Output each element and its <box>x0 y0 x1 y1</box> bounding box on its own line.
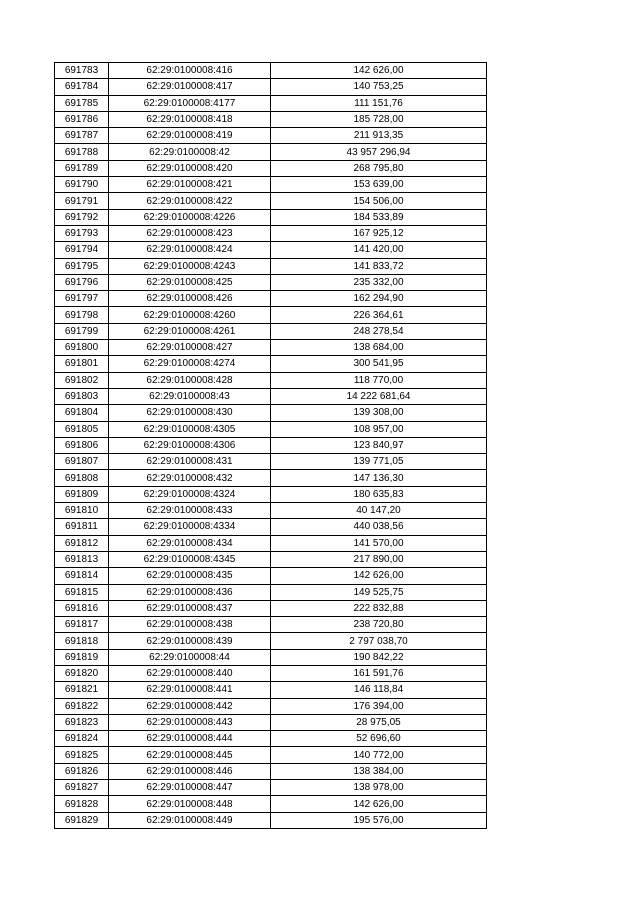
cadastral-value-cell: 111 151,76 <box>271 95 487 111</box>
table-row <box>55 503 487 519</box>
row-id-cell: 691829 <box>55 812 109 828</box>
cadastral-value-cell: 52 696,60 <box>271 731 487 747</box>
cadastral-number-cell: 62:29:0100008:449 <box>109 812 271 828</box>
cadastral-value-cell: 14 222 681,64 <box>271 388 487 404</box>
row-id-cell: 691802 <box>55 372 109 388</box>
row-id-cell: 691819 <box>55 649 109 665</box>
row-id-cell: 691790 <box>55 177 109 193</box>
cadastral-value-cell: 248 278,54 <box>271 323 487 339</box>
row-id-cell: 691798 <box>55 307 109 323</box>
cadastral-number-cell: 62:29:0100008:443 <box>109 714 271 730</box>
row-id-cell: 691804 <box>55 405 109 421</box>
cadastral-value-cell: 180 635,83 <box>271 486 487 502</box>
row-id-cell: 691812 <box>55 535 109 551</box>
row-id-cell: 691821 <box>55 682 109 698</box>
row-id-cell: 691786 <box>55 111 109 127</box>
table-row <box>55 780 487 796</box>
cadastral-value-cell: 190 842,22 <box>271 649 487 665</box>
cadastral-value-cell: 184 533,89 <box>271 209 487 225</box>
cadastral-value-cell: 268 795,80 <box>271 160 487 176</box>
row-id-cell: 691795 <box>55 258 109 274</box>
row-id-cell: 691806 <box>55 437 109 453</box>
table-row <box>55 731 487 747</box>
row-id-cell: 691820 <box>55 665 109 681</box>
cadastral-value-cell: 141 570,00 <box>271 535 487 551</box>
row-id-cell: 691816 <box>55 600 109 616</box>
cadastral-number-cell: 62:29:0100008:428 <box>109 372 271 388</box>
table-row <box>55 649 487 665</box>
cadastral-number-cell: 62:29:0100008:4261 <box>109 323 271 339</box>
table-row <box>55 95 487 111</box>
table-row <box>55 600 487 616</box>
cadastral-value-cell: 28 975,05 <box>271 714 487 730</box>
cadastral-value-cell: 154 506,00 <box>271 193 487 209</box>
table-row <box>55 568 487 584</box>
table-row <box>55 79 487 95</box>
table-row <box>55 519 487 535</box>
row-id-cell: 691796 <box>55 274 109 290</box>
table-row <box>55 796 487 812</box>
table-row <box>55 633 487 649</box>
row-id-cell: 691792 <box>55 209 109 225</box>
cadastral-value-cell: 176 394,00 <box>271 698 487 714</box>
cadastral-value-table <box>54 62 487 829</box>
cadastral-number-cell: 62:29:0100008:442 <box>109 698 271 714</box>
table-row <box>55 193 487 209</box>
cadastral-number-cell: 62:29:0100008:417 <box>109 79 271 95</box>
table-row <box>55 160 487 176</box>
table-row <box>55 682 487 698</box>
row-id-cell: 691826 <box>55 763 109 779</box>
cadastral-value-cell: 222 832,88 <box>271 600 487 616</box>
table-row <box>55 225 487 241</box>
row-id-cell: 691793 <box>55 225 109 241</box>
cadastral-value-cell: 138 684,00 <box>271 340 487 356</box>
row-id-cell: 691794 <box>55 242 109 258</box>
cadastral-number-cell: 62:29:0100008:416 <box>109 63 271 79</box>
cadastral-value-cell: 118 770,00 <box>271 372 487 388</box>
cadastral-value-cell: 138 978,00 <box>271 780 487 796</box>
row-id-cell: 691785 <box>55 95 109 111</box>
cadastral-value-cell: 141 833,72 <box>271 258 487 274</box>
table-row <box>55 617 487 633</box>
cadastral-value-cell: 140 772,00 <box>271 747 487 763</box>
cadastral-number-cell: 62:29:0100008:432 <box>109 470 271 486</box>
row-id-cell: 691815 <box>55 584 109 600</box>
cadastral-value-cell: 195 576,00 <box>271 812 487 828</box>
cadastral-value-cell: 217 890,00 <box>271 551 487 567</box>
cadastral-number-cell: 62:29:0100008:42 <box>109 144 271 160</box>
row-id-cell: 691814 <box>55 568 109 584</box>
row-id-cell: 691817 <box>55 617 109 633</box>
table-row <box>55 323 487 339</box>
cadastral-number-cell: 62:29:0100008:4306 <box>109 437 271 453</box>
table-row <box>55 584 487 600</box>
cadastral-number-cell: 62:29:0100008:441 <box>109 682 271 698</box>
cadastral-value-cell: 238 720,80 <box>271 617 487 633</box>
cadastral-number-cell: 62:29:0100008:424 <box>109 242 271 258</box>
table-row <box>55 747 487 763</box>
cadastral-value-cell: 153 639,00 <box>271 177 487 193</box>
row-id-cell: 691809 <box>55 486 109 502</box>
cadastral-number-cell: 62:29:0100008:4305 <box>109 421 271 437</box>
cadastral-value-cell: 440 038,56 <box>271 519 487 535</box>
row-id-cell: 691818 <box>55 633 109 649</box>
row-id-cell: 691813 <box>55 551 109 567</box>
cadastral-value-cell: 108 957,00 <box>271 421 487 437</box>
table-row <box>55 307 487 323</box>
table-row <box>55 177 487 193</box>
table-row <box>55 454 487 470</box>
table-row <box>55 665 487 681</box>
cadastral-value-cell: 142 626,00 <box>271 568 487 584</box>
cadastral-number-cell: 62:29:0100008:426 <box>109 291 271 307</box>
table-row <box>55 421 487 437</box>
cadastral-number-cell: 62:29:0100008:445 <box>109 747 271 763</box>
table-row <box>55 470 487 486</box>
table-row <box>55 405 487 421</box>
cadastral-number-cell: 62:29:0100008:4243 <box>109 258 271 274</box>
cadastral-value-cell: 147 136,30 <box>271 470 487 486</box>
row-id-cell: 691800 <box>55 340 109 356</box>
cadastral-number-cell: 62:29:0100008:44 <box>109 649 271 665</box>
table-row <box>55 486 487 502</box>
cadastral-value-cell: 211 913,35 <box>271 128 487 144</box>
row-id-cell: 691827 <box>55 780 109 796</box>
row-id-cell: 691822 <box>55 698 109 714</box>
cadastral-value-cell: 300 541,95 <box>271 356 487 372</box>
cadastral-value-cell: 161 591,76 <box>271 665 487 681</box>
cadastral-number-cell: 62:29:0100008:433 <box>109 503 271 519</box>
cadastral-number-cell: 62:29:0100008:444 <box>109 731 271 747</box>
cadastral-number-cell: 62:29:0100008:446 <box>109 763 271 779</box>
cadastral-value-cell: 141 420,00 <box>271 242 487 258</box>
table-row <box>55 144 487 160</box>
cadastral-value-cell: 138 384,00 <box>271 763 487 779</box>
row-id-cell: 691810 <box>55 503 109 519</box>
cadastral-number-cell: 62:29:0100008:419 <box>109 128 271 144</box>
cadastral-number-cell: 62:29:0100008:437 <box>109 600 271 616</box>
table-row <box>55 356 487 372</box>
row-id-cell: 691803 <box>55 388 109 404</box>
cadastral-number-cell: 62:29:0100008:4345 <box>109 551 271 567</box>
cadastral-number-cell: 62:29:0100008:420 <box>109 160 271 176</box>
row-id-cell: 691823 <box>55 714 109 730</box>
cadastral-value-cell: 185 728,00 <box>271 111 487 127</box>
table-row <box>55 437 487 453</box>
table-row <box>55 698 487 714</box>
table-row <box>55 209 487 225</box>
cadastral-number-cell: 62:29:0100008:425 <box>109 274 271 290</box>
cadastral-value-cell: 142 626,00 <box>271 63 487 79</box>
cadastral-number-cell: 62:29:0100008:4177 <box>109 95 271 111</box>
cadastral-number-cell: 62:29:0100008:421 <box>109 177 271 193</box>
row-id-cell: 691784 <box>55 79 109 95</box>
cadastral-number-cell: 62:29:0100008:418 <box>109 111 271 127</box>
table-row <box>55 535 487 551</box>
row-id-cell: 691788 <box>55 144 109 160</box>
cadastral-number-cell: 62:29:0100008:448 <box>109 796 271 812</box>
table-row <box>55 291 487 307</box>
cadastral-number-cell: 62:29:0100008:447 <box>109 780 271 796</box>
table-row <box>55 111 487 127</box>
cadastral-number-cell: 62:29:0100008:4334 <box>109 519 271 535</box>
cadastral-value-cell: 146 118,84 <box>271 682 487 698</box>
table-row <box>55 63 487 79</box>
cadastral-value-cell: 43 957 296,94 <box>271 144 487 160</box>
table-row <box>55 258 487 274</box>
cadastral-value-cell: 235 332,00 <box>271 274 487 290</box>
row-id-cell: 691811 <box>55 519 109 535</box>
row-id-cell: 691808 <box>55 470 109 486</box>
cadastral-number-cell: 62:29:0100008:43 <box>109 388 271 404</box>
row-id-cell: 691783 <box>55 63 109 79</box>
cadastral-value-cell: 142 626,00 <box>271 796 487 812</box>
cadastral-number-cell: 62:29:0100008:4226 <box>109 209 271 225</box>
row-id-cell: 691789 <box>55 160 109 176</box>
cadastral-value-cell: 167 925,12 <box>271 225 487 241</box>
cadastral-value-cell: 162 294,90 <box>271 291 487 307</box>
table-row <box>55 372 487 388</box>
cadastral-value-cell: 226 364,61 <box>271 307 487 323</box>
cadastral-number-cell: 62:29:0100008:430 <box>109 405 271 421</box>
cadastral-number-cell: 62:29:0100008:438 <box>109 617 271 633</box>
cadastral-value-cell: 2 797 038,70 <box>271 633 487 649</box>
table-row <box>55 714 487 730</box>
cadastral-value-cell: 139 771,05 <box>271 454 487 470</box>
table-row <box>55 242 487 258</box>
table-row <box>55 128 487 144</box>
cadastral-number-cell: 62:29:0100008:434 <box>109 535 271 551</box>
table-row <box>55 274 487 290</box>
cadastral-number-cell: 62:29:0100008:439 <box>109 633 271 649</box>
row-id-cell: 691805 <box>55 421 109 437</box>
table-row <box>55 340 487 356</box>
row-id-cell: 691807 <box>55 454 109 470</box>
row-id-cell: 691791 <box>55 193 109 209</box>
cadastral-number-cell: 62:29:0100008:423 <box>109 225 271 241</box>
row-id-cell: 691825 <box>55 747 109 763</box>
cadastral-number-cell: 62:29:0100008:422 <box>109 193 271 209</box>
cadastral-value-cell: 149 525,75 <box>271 584 487 600</box>
table-row <box>55 812 487 828</box>
cadastral-number-cell: 62:29:0100008:431 <box>109 454 271 470</box>
cadastral-value-cell: 140 753,25 <box>271 79 487 95</box>
row-id-cell: 691797 <box>55 291 109 307</box>
cadastral-number-cell: 62:29:0100008:435 <box>109 568 271 584</box>
cadastral-number-cell: 62:29:0100008:427 <box>109 340 271 356</box>
row-id-cell: 691801 <box>55 356 109 372</box>
cadastral-number-cell: 62:29:0100008:4260 <box>109 307 271 323</box>
table-body <box>55 63 487 829</box>
row-id-cell: 691787 <box>55 128 109 144</box>
cadastral-value-cell: 139 308,00 <box>271 405 487 421</box>
table-row <box>55 551 487 567</box>
cadastral-number-cell: 62:29:0100008:4324 <box>109 486 271 502</box>
cadastral-number-cell: 62:29:0100008:436 <box>109 584 271 600</box>
cadastral-value-cell: 40 147,20 <box>271 503 487 519</box>
row-id-cell: 691828 <box>55 796 109 812</box>
cadastral-number-cell: 62:29:0100008:4274 <box>109 356 271 372</box>
row-id-cell: 691799 <box>55 323 109 339</box>
table-row <box>55 763 487 779</box>
table-row <box>55 388 487 404</box>
cadastral-number-cell: 62:29:0100008:440 <box>109 665 271 681</box>
row-id-cell: 691824 <box>55 731 109 747</box>
cadastral-value-cell: 123 840,97 <box>271 437 487 453</box>
